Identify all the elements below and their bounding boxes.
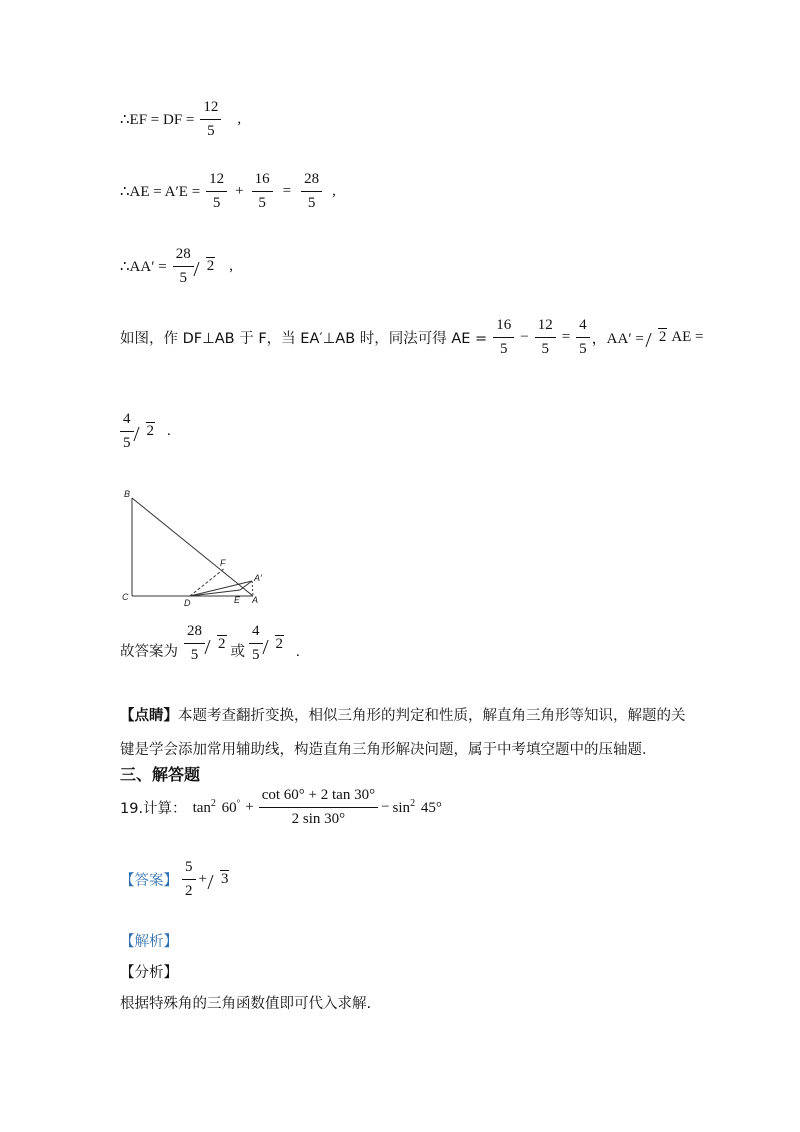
dianjing-line-1 xyxy=(120,699,686,733)
label-d: D xyxy=(184,598,191,608)
fenxi-text: 根据特殊角的三角函数值即可代入求解. xyxy=(120,996,372,1012)
segment-ba xyxy=(132,498,253,596)
label-c: C xyxy=(122,592,129,602)
fraction xyxy=(535,318,556,357)
answer-block xyxy=(120,860,229,899)
line-result xyxy=(120,412,171,451)
comma: , xyxy=(229,258,233,274)
denominator: 2 sin 30° xyxy=(291,811,346,827)
numerator: 12 xyxy=(206,172,227,192)
segment-de xyxy=(190,590,240,596)
label-e: E xyxy=(234,595,241,605)
or-word: 或 xyxy=(230,644,245,660)
fraction xyxy=(252,172,273,211)
numerator: 12 xyxy=(200,100,221,120)
denominator: 5 xyxy=(190,647,199,663)
sin-fn: sin xyxy=(392,800,411,816)
plus-sign: + xyxy=(245,799,254,815)
label-a: A xyxy=(252,595,259,605)
numerator: 16 xyxy=(493,318,514,338)
fraction xyxy=(493,318,514,357)
numerator: 5 xyxy=(182,860,196,880)
numerator: 28 xyxy=(301,172,322,192)
numerator: 4 xyxy=(120,412,134,432)
numerator: 12 xyxy=(535,318,556,338)
sin-exponent: 2 xyxy=(410,798,416,809)
fraction xyxy=(249,624,263,663)
line-ae-sum xyxy=(120,172,336,211)
radicand: 2 xyxy=(275,636,283,652)
equals-sign: = xyxy=(282,183,292,199)
line2-prefix: ∴AE = A′E = xyxy=(120,184,201,200)
numerator: 16 xyxy=(252,172,273,192)
question-19 xyxy=(120,788,442,827)
denominator: 5 xyxy=(541,341,549,357)
square-root xyxy=(207,636,227,653)
radicand: 2 xyxy=(146,423,154,439)
section-title: 三、解答题 xyxy=(120,765,201,784)
denominator: 5 xyxy=(258,195,266,211)
label-a-prime: A′ xyxy=(254,573,262,583)
line4-end: AE = xyxy=(671,329,704,345)
denominator: 5 xyxy=(207,123,215,139)
tan-fn: tan xyxy=(192,800,211,816)
line4-mid: ，AA′ = xyxy=(591,331,644,347)
denominator: 5 xyxy=(179,270,187,286)
fenxi-tag: 【分析】 xyxy=(120,965,178,981)
period: . xyxy=(296,644,300,660)
line-ef-df xyxy=(120,100,241,139)
tan-term xyxy=(193,798,241,817)
radicand: 3 xyxy=(220,871,229,887)
radicand: 2 xyxy=(658,329,667,345)
plus-sign: + xyxy=(198,871,207,887)
equals-sign: = xyxy=(561,329,571,345)
fraction xyxy=(120,412,134,451)
label-f: F xyxy=(220,558,226,568)
denominator: 5 xyxy=(212,195,221,211)
square-root xyxy=(210,871,230,888)
comma: , xyxy=(332,183,336,199)
denominator: 2 xyxy=(185,883,193,899)
numerator: cot 60° + 2 tan 30° xyxy=(259,788,378,808)
label-b: B xyxy=(124,489,131,499)
square-root xyxy=(196,258,216,275)
jiexi-tag: 【解析】 xyxy=(120,934,178,950)
fraction xyxy=(173,247,194,286)
period: . xyxy=(167,423,171,439)
tan-arg: 60 xyxy=(221,800,237,816)
answer-tag: 【答案】 xyxy=(120,873,178,889)
plus-sign: + xyxy=(235,183,244,199)
comma: , xyxy=(237,111,242,127)
minus-sign: − xyxy=(381,799,390,815)
denominator: 5 xyxy=(579,341,587,357)
fraction xyxy=(576,318,590,357)
tan-exponent: 2 xyxy=(210,798,216,809)
denominator: 5 xyxy=(252,647,260,663)
segment-a2a xyxy=(252,581,253,596)
degree-mark: ° xyxy=(236,798,241,808)
sin-term xyxy=(393,798,442,817)
denominator: 5 xyxy=(307,195,316,211)
fraction xyxy=(184,624,205,663)
dianjing-paragraph xyxy=(120,699,686,767)
fraction xyxy=(301,172,322,211)
minus-sign: − xyxy=(520,329,529,345)
fraction xyxy=(182,860,196,899)
line-aa xyxy=(120,247,233,286)
dianjing-line-2: 键是学会添加常用辅助线，构造直角三角形解决问题，属于中考填空题中的压轴题． xyxy=(120,742,657,758)
dianjing-tag: 【点睛】 xyxy=(120,708,178,724)
line-similar-method xyxy=(120,318,704,357)
sin-arg: 45° xyxy=(420,800,442,816)
fraction xyxy=(200,100,221,139)
fraction xyxy=(259,788,378,827)
answer-prefix: 故答案为 xyxy=(120,644,178,660)
denominator: 5 xyxy=(499,341,508,357)
numerator: 4 xyxy=(576,318,590,338)
line4-text: 如图，作 DF⊥AB 于 F，当 EA′⊥AB 时，同法可得 AE = xyxy=(120,331,488,347)
line3-prefix: ∴AA′ = xyxy=(120,259,167,275)
radicand: 2 xyxy=(218,636,226,652)
geometry-figure xyxy=(118,486,278,608)
square-root xyxy=(136,423,156,440)
question-label: 19.计算： xyxy=(120,801,187,817)
fraction xyxy=(206,172,227,211)
radicand: 2 xyxy=(206,258,215,274)
denominator: 5 xyxy=(123,435,131,451)
answer-statement xyxy=(120,624,300,663)
square-root xyxy=(265,636,285,653)
numerator: 28 xyxy=(173,247,194,267)
numerator: 4 xyxy=(249,624,263,644)
line1-prefix: ∴EF = DF = xyxy=(120,112,195,128)
dianjing-text-1: 本题考查翻折变换，相似三角形的判定和性质，解直角三角形等知识，解题的关 xyxy=(178,708,686,724)
square-root xyxy=(648,329,668,346)
numerator: 28 xyxy=(184,624,205,644)
